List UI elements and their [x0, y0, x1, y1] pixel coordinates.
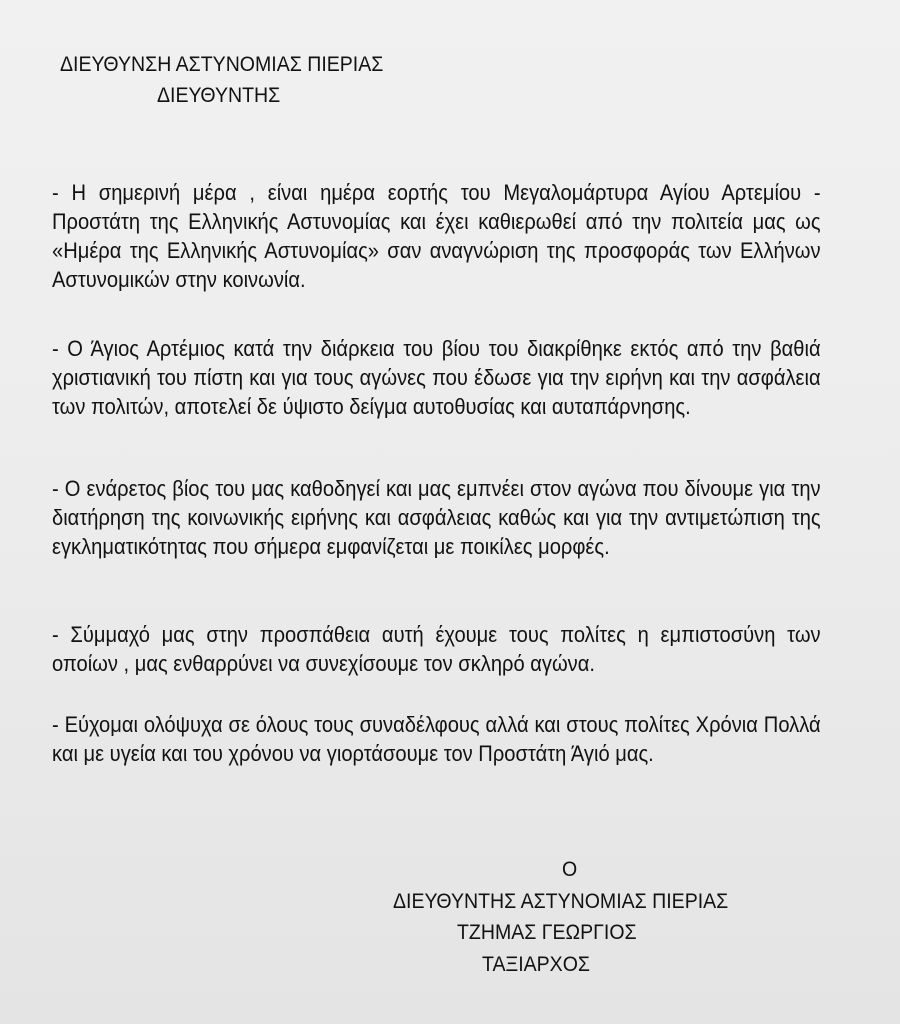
signature-article: Ο [562, 858, 578, 881]
paragraph-virtuous-life: - Ο ενάρετος βίος του μας καθοδηγεί και μας εμπνέει στον αγώνα που δίνουμε για την διατήρηση της κοινωνικής ειρήνης και ασφάλειας καθώς και για την αντιμετώπιση της εγκληματικότητας που σήμερα εμφανίζεται με ποικίλες μορφές. [52, 476, 821, 559]
signature-title: ΔΙΕΥΘΥΝΤΗΣ ΑΣΤΥΝΟΜΙΑΣ ΠΙΕΡΙΑΣ [393, 890, 729, 913]
paragraph-wishes: - Εύχομαι ολόψυχα σε όλους τους συναδέλφους αλλά και στους πολίτες Χρόνια Πολλά και με υγεία και του χρόνου να γιορτάσουμε τον Προστάτη Άγιό μας. [52, 712, 821, 766]
paragraph-feast-day: - Η σημερινή μέρα , είναι ημέρα εορτής του Μεγαλομάρτυρα Αγίου Αρτεμίου - Προστάτη της Ελληνικής Αστυνομίας και έχει καθιερωθεί από την πολιτεία μας ως «Ημέρα της Ελληνικής Αστυνομίας» σαν αναγνώριση της προσφοράς των Ελλήνων Αστυνομικών στην κοινωνία. [52, 180, 821, 292]
paragraph-citizens-ally: - Σύμμαχό μας στην προσπάθεια αυτή έχουμε τους πολίτες η εμπιστοσύνη των οποίων , μας ενθαρρύνει να συνεχίσουμε τον σκληρό αγώνα. [52, 622, 821, 676]
signature-name: ΤΖΗΜΑΣ ΓΕΩΡΓΙΟΣ [457, 921, 637, 944]
signature-rank: ΤΑΞΙΑΡΧΟΣ [482, 953, 590, 976]
header-directorate: ΔΙΕΥΘΥΝΣΗ ΑΣΤΥΝΟΜΙΑΣ ΠΙΕΡΙΑΣ [60, 53, 384, 76]
header-director: ΔΙΕΥΘΥΝΤΗΣ [157, 84, 281, 107]
paragraph-saint-artemios: - Ο Άγιος Αρτέμιος κατά την διάρκεια του βίου του διακρίθηκε εκτός από την βαθιά χριστιανική του πίστη και για τους αγώνες που έδωσε για την ειρήνη και την ασφάλεια των πολιτών, αποτελεί δε ύψιστο δείγμα αυτοθυσίας και αυταπάρνησης. [52, 336, 821, 419]
